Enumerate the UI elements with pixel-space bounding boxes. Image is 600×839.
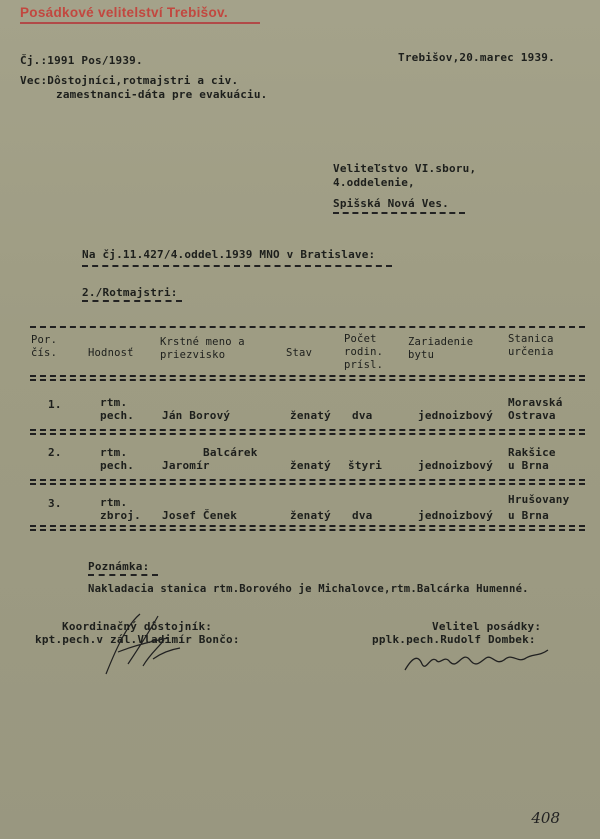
reference-underline (82, 265, 392, 267)
garrison-stamp: Posádkové velitelství Trebišov. (20, 5, 228, 20)
header-count-2: rodin. (344, 346, 384, 358)
header-rank: Hodnosť (88, 347, 134, 359)
archive-page-number: 408 (531, 809, 560, 827)
row-rank-1: rtm. (100, 496, 128, 509)
row-station-1: Moravská (508, 396, 563, 409)
row-number: 2. (48, 446, 62, 459)
row-station-1: Hrušovany (508, 493, 570, 506)
place-date: Trebišov,20.marec 1939. (398, 51, 555, 64)
subject-line-2: zamestnanci-dáta pre evakuáciu. (56, 88, 268, 101)
header-num-2: čís. (31, 347, 58, 359)
header-housing-1: Zariadenie (408, 336, 474, 348)
commander-title: Velitel posádky: (432, 620, 542, 633)
header-name-2: priezvisko (160, 349, 226, 361)
addressee-line-2: 4.oddelenie, (333, 176, 415, 189)
row-rank-1: rtm. (100, 396, 128, 409)
section-underline (82, 300, 182, 302)
stamp-underline (20, 22, 260, 24)
row-divider (30, 429, 585, 435)
row-rank-2: pech. (100, 409, 135, 422)
row-number: 3. (48, 497, 62, 510)
row-housing: jednoizbový (418, 409, 494, 422)
row-housing: jednoizbový (418, 459, 494, 472)
addressee-line-3: Spišská Nová Ves. (333, 197, 449, 210)
reference-line: Na čj.11.427/4.oddel.1939 MNO v Bratislave: (82, 248, 376, 261)
coordinator-signature (98, 604, 198, 684)
row-divider (30, 479, 585, 485)
row-status: ženatý (290, 459, 331, 472)
row-rank-2: pech. (100, 459, 135, 472)
header-station-1: Stanica (508, 333, 554, 345)
row-surname: Balcárek (203, 446, 258, 459)
table-top-rule (30, 326, 585, 328)
note-label: Poznámka: (88, 560, 150, 573)
row-family-count: dva (352, 409, 373, 422)
addressee-line-1: Veliteľstvo VI.sboru, (333, 162, 477, 175)
table-bottom-rule (30, 525, 585, 531)
note-underline (88, 574, 158, 576)
row-station-2: Ostrava (508, 409, 556, 422)
commander-name: pplk.pech.Rudolf Dombek: (372, 633, 536, 646)
coordinator-name: kpt.pech.v zál.Vladimír Bončo: (35, 633, 240, 646)
row-name: Ján Borový (162, 409, 231, 422)
row-number: 1. (48, 398, 62, 411)
row-station-2: u Brna (508, 459, 549, 472)
row-name: Josef Čenek (162, 509, 238, 522)
header-name-1: Krstné meno a (160, 336, 245, 348)
row-housing: jednoizbový (418, 509, 494, 522)
row-rank-1: rtm. (100, 446, 128, 459)
header-station-2: určenia (508, 346, 554, 358)
row-name: Jaromír (162, 459, 210, 472)
row-family-count: štyri (348, 459, 383, 472)
header-count-3: prísl. (344, 359, 384, 371)
row-family-count: dva (352, 509, 373, 522)
note-text: Nakladacia stanica rtm.Borového je Michalovce,rtm.Balcárka Humenné. (88, 583, 529, 595)
header-status: Stav (286, 347, 313, 359)
header-num-1: Por. (31, 334, 58, 346)
section-heading: 2./Rotmajstri: (82, 286, 178, 299)
reference-number: Čj.:1991 Pos/1939. (20, 54, 143, 67)
addressee-underline (333, 212, 465, 214)
coordinator-title: Koordinačný dôstojník: (62, 620, 213, 633)
row-station-1: Rakšice (508, 446, 556, 459)
header-housing-2: bytu (408, 349, 435, 361)
row-status: ženatý (290, 509, 331, 522)
header-count-1: Počet (344, 333, 377, 345)
header-divider (30, 375, 585, 381)
row-status: ženatý (290, 409, 331, 422)
commander-signature (400, 640, 560, 680)
row-rank-2: zbroj. (100, 509, 141, 522)
row-station-2: u Brna (508, 509, 549, 522)
subject-line-1: Vec:Dôstojníci,rotmajstri a civ. (20, 74, 239, 87)
